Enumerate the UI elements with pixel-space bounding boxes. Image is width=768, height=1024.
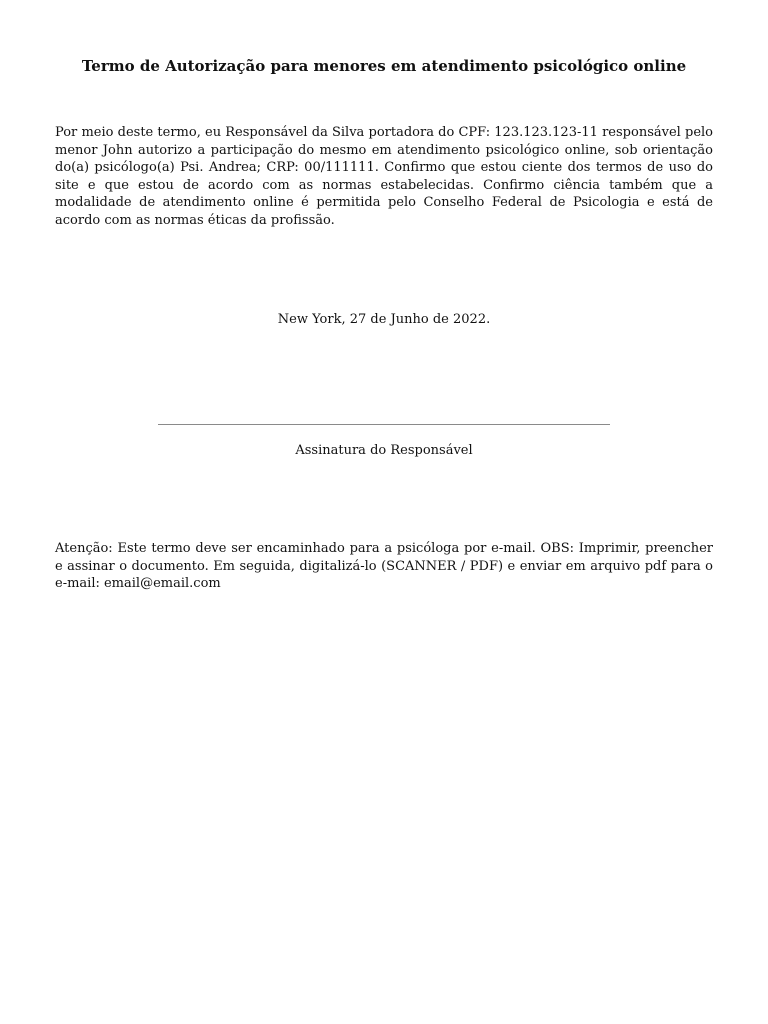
document-title: Termo de Autorização para menores em atendimento psicológico online xyxy=(81,57,687,75)
signature-label: Assinatura do Responsável xyxy=(295,443,473,458)
date-line: New York, 27 de Junho de 2022. xyxy=(277,312,491,327)
authorization-paragraph: Por meio deste termo, eu Responsável da Silva portadora do CPF: 123.123.123-11 responsável pelo menor John autorizo a participação do mesmo em atendimento psicológico online, sob orientação do(a) psicólogo(a) Psi. Andrea; CRP: 00/111111. Confirmo que estou ciente dos termos de uso do site e que estou de acordo com as normas estabelecidas. Confirmo ciência também que a modalidade de atendimento online é permitida pelo Conselho Federal de Psicologia e está de acordo com as normas éticas da profissão. xyxy=(55,125,713,228)
notice-paragraph: Atenção: Este termo deve ser encaminhado para a psicóloga por e-mail. OBS: Imprimir, preencher e assinar o documento. Em seguida, digitalizá-lo (SCANNER / PDF) e enviar em arquivo pdf para o e-mail: email@email.com xyxy=(55,541,713,592)
signature-line xyxy=(158,424,610,425)
